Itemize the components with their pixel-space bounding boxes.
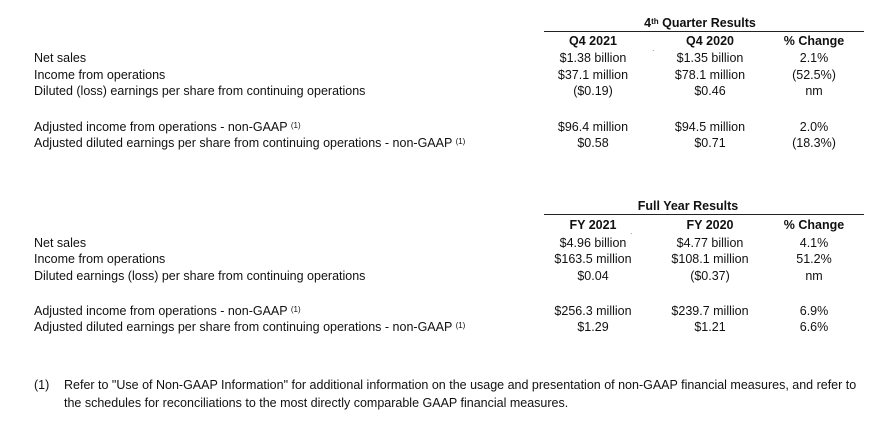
footnote-marker: (1) xyxy=(34,378,50,392)
fy-row-label: Income from operations xyxy=(34,252,166,266)
fy-row-label xyxy=(34,320,465,335)
fy-row-value-current: $163.5 million xyxy=(554,252,632,266)
q4-row-value-current: ($0.19) xyxy=(573,84,613,98)
q4-row-value-prior: $0.46 xyxy=(694,84,726,98)
fy-col-header-change: % Change xyxy=(783,218,845,232)
q4-group-title-text: Quarter Results xyxy=(658,16,756,30)
fy-row-change: 51.2% xyxy=(796,252,832,266)
q4-row-value-current: $0.58 xyxy=(577,136,609,150)
fy-row-value-current: $1.29 xyxy=(577,320,609,334)
fy-row-label-text: Adjusted income from operations - non-GAAP xyxy=(34,304,288,318)
fy-row-label: Net sales xyxy=(34,236,87,250)
footnote-reference: (1) xyxy=(455,321,466,330)
q4-row-label xyxy=(34,136,465,151)
fy-header-rule xyxy=(544,214,864,215)
fy-row-value-prior: $108.1 million xyxy=(671,252,749,266)
fy-row-value-current: $0.04 xyxy=(577,269,609,283)
q4-row-change: 2.0% xyxy=(799,120,829,134)
fy-row-label xyxy=(34,304,301,319)
q4-col-header-prior: Q4 2020 xyxy=(686,34,734,48)
q4-row-change: nm xyxy=(805,84,823,98)
q4-row-value-prior: $78.1 million xyxy=(674,68,746,82)
q4-group-title xyxy=(600,16,800,31)
fy-row-change: 6.9% xyxy=(799,304,829,318)
q4-col-header-change: % Change xyxy=(783,34,845,48)
footnote-reference: (1) xyxy=(455,137,466,146)
q4-header-rule xyxy=(544,31,864,32)
fy-row-change: 6.6% xyxy=(799,320,829,334)
fy-row-value-current: $256.3 million xyxy=(554,304,632,318)
q4-group-title-superscript: th xyxy=(651,17,659,26)
fy-row-value-current: $4.96 billion xyxy=(559,236,627,250)
q4-col-header-current: Q4 2021 xyxy=(569,34,617,48)
q4-row-label: Diluted (loss) earnings per share from continuing operations xyxy=(34,84,366,98)
q4-row-label-text: Adjusted diluted earnings per share from continuing operations - non-GAAP xyxy=(34,136,453,150)
q4-row-value-current: $96.4 million xyxy=(557,120,629,134)
q4-row-label-text: Adjusted income from operations - non-GAAP xyxy=(34,120,288,134)
fy-row-value-prior: $4.77 billion xyxy=(676,236,744,250)
q4-row-change: 2.1% xyxy=(799,51,829,65)
fy-row-change: 4.1% xyxy=(799,236,829,250)
fy-row-change: nm xyxy=(805,269,823,283)
fy-header-dot: . xyxy=(630,226,633,236)
q4-row-value-prior: $0.71 xyxy=(694,136,726,150)
fy-col-header-prior: FY 2020 xyxy=(686,218,734,232)
footnote-text: Refer to "Use of Non-GAAP Information" for additional information on the usage and presentation of non-GAAP financial measures, and refer to the schedules for reconciliations to the most directly comparable GAAP financial measures. xyxy=(64,378,857,410)
q4-row-change: (52.5%) xyxy=(792,68,836,82)
q4-row-label: Income from operations xyxy=(34,68,166,82)
fy-row-value-prior: $1.21 xyxy=(694,320,726,334)
fy-row-label-text: Adjusted diluted earnings per share from continuing operations - non-GAAP xyxy=(34,320,453,334)
q4-group-title-number: 4 xyxy=(644,16,652,30)
q4-row-value-current: $1.38 billion xyxy=(559,51,627,65)
fy-row-value-prior: ($0.37) xyxy=(690,269,730,283)
q4-row-value-prior: $1.35 billion xyxy=(676,51,744,65)
q4-row-label xyxy=(34,120,301,135)
fy-group-title: Full Year Results xyxy=(637,199,739,213)
q4-row-value-prior: $94.5 million xyxy=(674,120,746,134)
q4-row-label: Net sales xyxy=(34,51,87,65)
q4-header-dot: . xyxy=(652,43,655,53)
footnote-reference: (1) xyxy=(290,121,301,130)
footnote-reference: (1) xyxy=(290,305,301,314)
q4-row-value-current: $37.1 million xyxy=(557,68,629,82)
fy-row-label: Diluted earnings (loss) per share from continuing operations xyxy=(34,269,366,283)
fy-row-value-prior: $239.7 million xyxy=(671,304,749,318)
q4-row-change: (18.3%) xyxy=(792,136,836,150)
fy-col-header-current: FY 2021 xyxy=(569,218,617,232)
